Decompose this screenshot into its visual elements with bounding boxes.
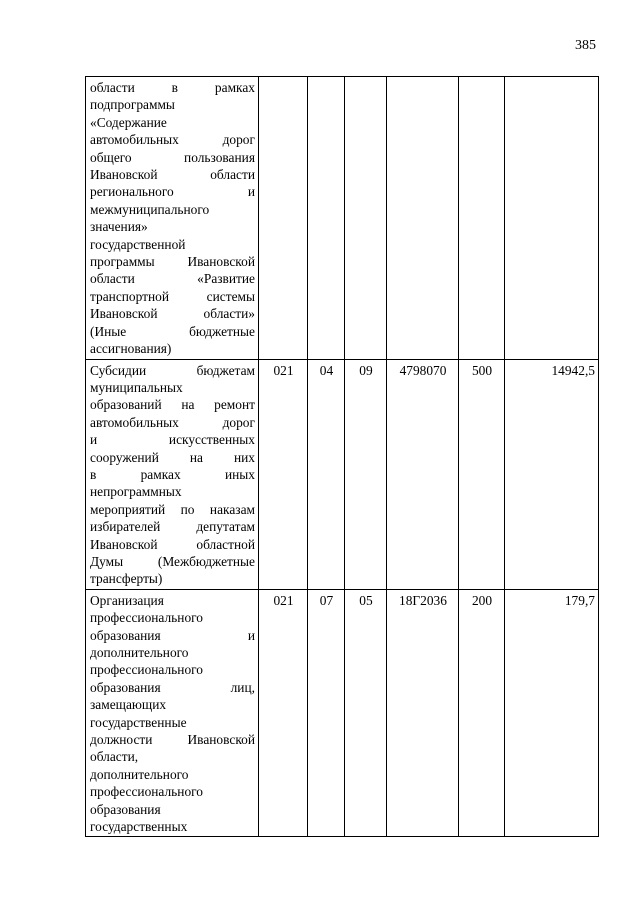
description-line: государственные	[90, 714, 187, 730]
description-line: области «Развитие	[90, 271, 255, 287]
description-line: и искусственных	[90, 432, 255, 448]
description-line: Субсидии бюджетам	[90, 362, 255, 378]
description-line: дополнительного	[90, 645, 189, 660]
ministry-code-cell: 021	[259, 359, 308, 589]
subsection-code-cell: 05	[345, 589, 387, 837]
description-line: автомобильных дорог	[90, 414, 255, 430]
expense-type-cell	[459, 77, 505, 360]
description-line: образования	[90, 801, 161, 817]
expense-type-cell: 500	[459, 359, 505, 589]
description-line: муниципальных	[90, 379, 183, 395]
amount-cell: 14942,5	[505, 359, 599, 589]
amount-cell: 179,7	[505, 589, 599, 837]
description-line: должности Ивановской	[90, 732, 255, 748]
description-line: значения»	[90, 219, 148, 235]
subsection-code-cell: 09	[345, 359, 387, 589]
description-line: Ивановской области»	[90, 306, 255, 322]
table-row	[86, 589, 599, 837]
section-code-cell: 07	[308, 589, 345, 837]
description-line: (Иные бюджетные	[90, 323, 255, 339]
description-line: программы Ивановской	[90, 254, 255, 270]
ministry-code-cell	[259, 77, 308, 360]
description-line: избирателей депутатам	[90, 519, 255, 535]
description-line: профессионального	[90, 784, 203, 800]
section-code-cell: 04	[308, 359, 345, 589]
description-line: транспортной системы	[90, 288, 255, 304]
description-line: Ивановской областной	[90, 536, 255, 552]
table-row	[86, 359, 599, 589]
subsection-code-cell	[345, 77, 387, 360]
description-line: сооружений на них	[90, 449, 255, 465]
description-cell	[86, 589, 259, 837]
table-body	[86, 77, 599, 837]
description-line: ассигнования)	[90, 341, 172, 357]
description-line: области в рамках	[90, 80, 255, 95]
budget-table	[85, 76, 599, 837]
description-line: Думы (Межбюджетные	[90, 553, 255, 569]
target-article-cell: 18Г2036	[387, 589, 459, 837]
description-line: межмуниципального	[90, 201, 210, 217]
description-line: «Содержание	[90, 114, 167, 130]
section-code-cell	[308, 77, 345, 360]
description-line: автомобильных дорог	[90, 132, 255, 148]
description-line: образований на ремонт	[90, 397, 255, 413]
description-line: государственных	[90, 819, 188, 835]
description-line: Ивановской области	[90, 167, 255, 183]
description-cell	[86, 77, 259, 360]
description-line: непрограммных	[90, 484, 182, 500]
description-line: общего пользования	[90, 149, 255, 165]
description-line: образования и	[90, 627, 255, 643]
amount-cell	[505, 77, 599, 360]
description-line: в рамках иных	[90, 466, 255, 482]
target-article-cell	[387, 77, 459, 360]
description-line: государственной	[90, 236, 186, 252]
target-article-cell: 4798070	[387, 359, 459, 589]
description-line: области,	[90, 749, 139, 765]
description-line: Организация	[90, 592, 164, 608]
description-cell	[86, 359, 259, 589]
description-line: профессионального	[90, 610, 203, 626]
ministry-code-cell: 021	[259, 589, 308, 837]
description-line: регионального и	[90, 184, 255, 200]
description-line: профессионального	[90, 662, 203, 678]
page-number: 385	[575, 38, 596, 53]
description-line: трансферты)	[90, 571, 163, 587]
expense-type-cell: 200	[459, 589, 505, 837]
description-line: образования лиц,	[90, 679, 255, 695]
description-line: дополнительного	[90, 766, 189, 782]
description-line: подпрограммы	[90, 97, 175, 113]
description-line: замещающих	[90, 697, 167, 713]
description-line: мероприятий по наказам	[90, 501, 255, 517]
table-row	[86, 77, 599, 360]
